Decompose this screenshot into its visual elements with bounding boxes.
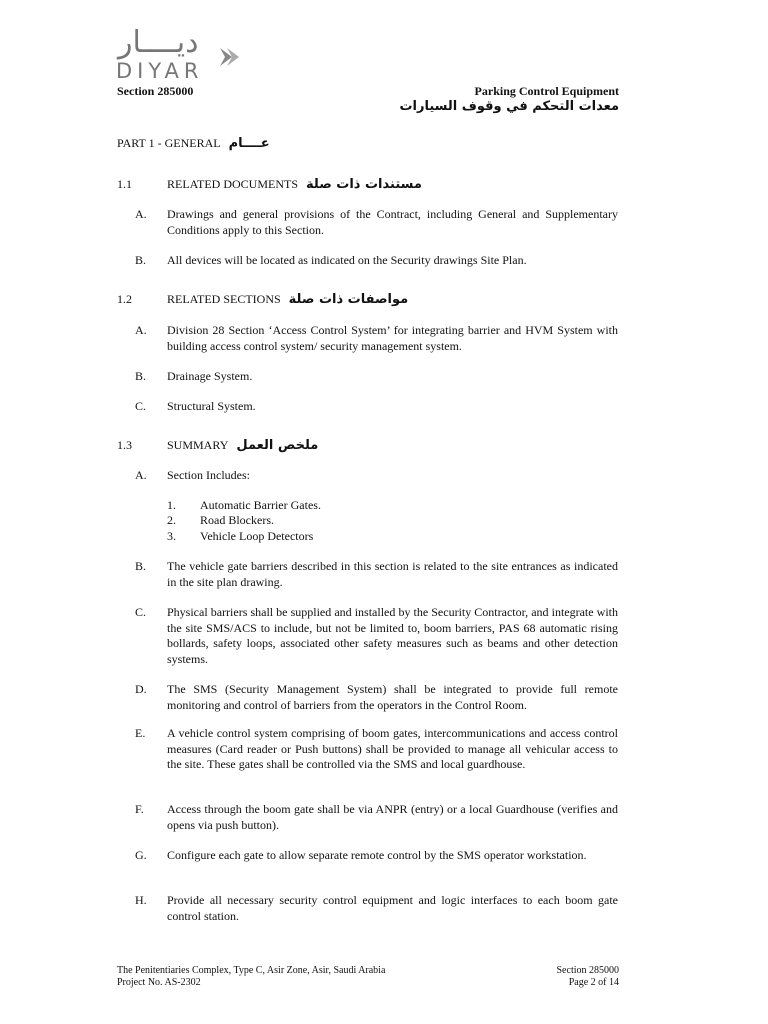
item-text: Drawings and general provisions of the Contract, including General and Supplementary Conditions apply to this Section. (167, 207, 618, 237)
list-item-text: Automatic Barrier Gates. (200, 498, 321, 512)
item-text: A vehicle control system comprising of boom gates, intercommunications and access control measures (Card reader or Push buttons) shall be provided to manage all vehicular access to the site. These gates shall be controlled via the SMS and local guardhouse. (167, 726, 618, 771)
footer-page-number: Page 2 of 14 (568, 977, 619, 988)
section-heading-1-3 (167, 438, 318, 453)
list-number: 2. (167, 513, 176, 527)
item-letter: E. (135, 726, 146, 740)
item-text: Section Includes: (167, 468, 250, 482)
part-label-arabic: عــــام (228, 136, 270, 151)
header-section-number: Section 285000 (117, 84, 194, 98)
item-letter: F. (135, 802, 144, 816)
logo-arrow-icon (217, 46, 243, 68)
item-letter: G. (135, 848, 147, 862)
section-title-arabic: ملخص العمل (236, 438, 319, 453)
item-letter: A. (135, 468, 147, 482)
item-letter: D. (135, 682, 147, 696)
item-letter: C. (135, 399, 147, 413)
item-letter: B. (135, 559, 147, 573)
section-heading-1-1 (167, 177, 422, 192)
footer-project: The Penitentiaries Complex, Type C, Asir Zone, Asir, Saudi Arabia (117, 965, 386, 976)
list-number: 3. (167, 529, 176, 543)
item-letter: A. (135, 207, 147, 221)
item-letter: A. (135, 323, 147, 337)
section-number-1-2: 1.2 (117, 292, 132, 306)
item-letter: C. (135, 605, 147, 619)
item-text: Access through the boom gate shall be via ANPR (entry) or a local Guardhouse (verifies and opens via push button). (167, 802, 618, 832)
section-title-arabic: مواصفات ذات صلة (288, 292, 409, 307)
part-label: PART 1 - GENERAL (117, 136, 221, 150)
section-title: RELATED SECTIONS (167, 292, 281, 306)
part-heading (117, 136, 270, 152)
section-title: RELATED DOCUMENTS (167, 177, 298, 191)
item-letter: B. (135, 369, 147, 383)
logo-english-text: DIYAR (116, 59, 204, 83)
section-number-1-1: 1.1 (117, 177, 132, 191)
logo-arabic-text: ديــــار (118, 25, 199, 60)
header-title-arabic: معدات التحكم في وقوف السيارات (399, 99, 619, 114)
list-number: 1. (167, 498, 176, 512)
footer-right (557, 965, 620, 989)
item-text: Provide all necessary security control equipment and logic interfaces to each boom gate control station. (167, 893, 618, 923)
list-item-text: Road Blockers. (200, 513, 274, 527)
item-text: All devices will be located as indicated on the Security drawings Site Plan. (167, 253, 527, 267)
footer-project-number: Project No. AS-2302 (117, 977, 201, 988)
diyar-logo (116, 25, 246, 83)
item-text: The SMS (Security Management System) shall be integrated to provide full remote monitoring and control of barriers from the operators in the Control Room. (167, 682, 618, 712)
item-text: The vehicle gate barriers described in this section is related to the site entrances as indicated in the site plan drawing. (167, 559, 618, 589)
section-heading-1-2 (167, 292, 408, 307)
item-letter: B. (135, 253, 147, 267)
section-title: SUMMARY (167, 438, 229, 452)
item-letter: H. (135, 893, 147, 907)
list-item-text: Vehicle Loop Detectors (200, 529, 314, 543)
item-text: Configure each gate to allow separate remote control by the SMS operator workstation. (167, 848, 587, 862)
header-title: Parking Control Equipment (474, 84, 619, 98)
footer-section: Section 285000 (556, 965, 619, 976)
section-number-1-3: 1.3 (117, 438, 132, 452)
section-title-arabic: مستندات ذات صلة (306, 177, 422, 192)
item-text: Physical barriers shall be supplied and installed by the Security Contractor, and integrate with the site SMS/ACS to include, but not be limited to, boom barriers, PAS 68 automatic rising bollards, safety loops, associated other safety measures such as beams and other detection systems. (167, 605, 618, 666)
footer-left (117, 965, 385, 989)
item-text: Drainage System. (167, 369, 253, 383)
item-text: Division 28 Section ‘Access Control System’ for integrating barrier and HVM System with building access control system/ security management system. (167, 323, 618, 353)
item-text: Structural System. (167, 399, 256, 413)
